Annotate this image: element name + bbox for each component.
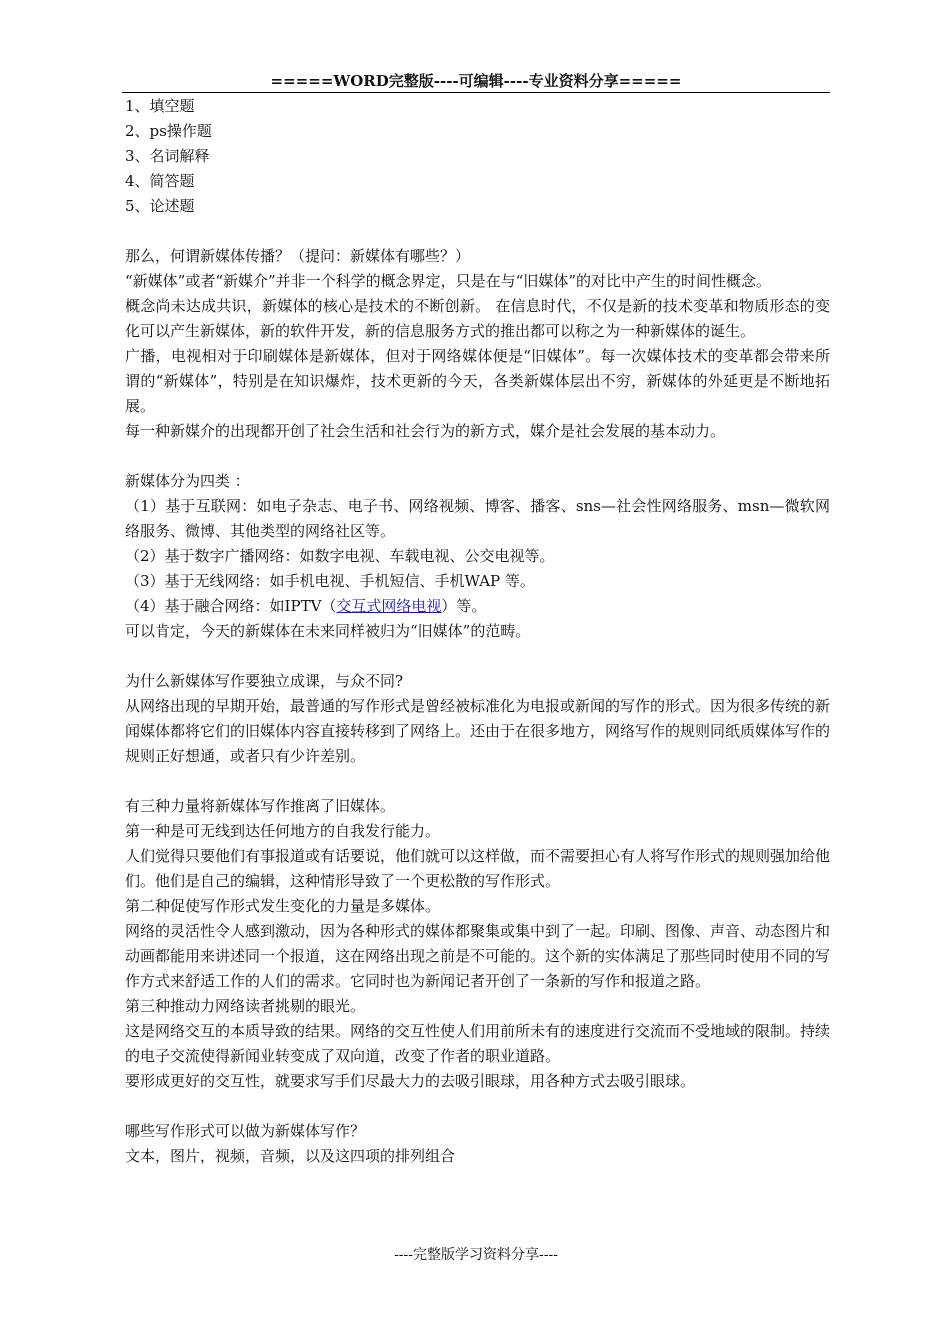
header-rule <box>122 92 830 93</box>
page-footer: ----完整版学习资料分享---- <box>394 1247 558 1263</box>
iptv-link[interactable]: 交互式网络电视 <box>336 597 442 615</box>
category-item-text: （4）基于融合网络：如IPTV（ <box>125 597 337 615</box>
force-body: 这是网络交互的本质导致的结果。网络的交互性使人们用前所未有的速度进行交流而不受地域的限制。持续的电子交流使得新闻业转变成了双向道，改变了作者的职业道路。 <box>125 1022 831 1065</box>
category-item-text: ）等。 <box>441 597 487 615</box>
categories-conclusion: 可以肯定，今天的新媒体在未来同样被归为“旧媒体”的范畴。 <box>125 622 531 640</box>
definition-paragraph: 概念尚未达成共识，新媒体的核心是技术的不断创新。 在信息时代，不仅是新的技术变革和物质形态的变化可以产生新媒体，新的软件开发，新的信息服务方式的推出都可以称之为一种新媒体的诞生。 <box>125 297 830 340</box>
force-extra: 要形成更好的交互性，就要求写手们尽最大力的去吸引眼球，用各种方式去吸引眼球。 <box>125 1072 696 1090</box>
definition-paragraph: 每一种新媒介的出现都开创了社会生活和社会行为的新方式，媒介是社会发展的基本动力。 <box>125 422 726 440</box>
force-body: 人们觉得只要他们有事报道或有话要说，他们就可以这样做，而不需要担心有人将写作形式的规则强加给他们。他们是自己的编辑，这种情形导致了一个更松散的写作形式。 <box>125 847 831 890</box>
blank-line <box>125 1094 830 1119</box>
category-item: （1）基于互联网：如电子杂志、电子书、网络视频、博客、播客、sns—社会性网络服务、msn—微软网络服务、微博、其他类型的网络社区等。 <box>125 497 830 540</box>
force-body: 网络的灵活性令人感到激动，因为各种形式的媒体都聚集或集中到了一起。印刷、图像、声音、动态图片和动画都能用来讲述同一个报道，这在网络出现之前是不可能的。这个新的实体满足了那些同时使用不同的写作方式来舒适工作的人们的需求。它同时也为新闻记者开创了一条新的写作和报道之路。 <box>125 922 831 990</box>
force-title: 第三种推动力网络读者挑剔的眼光。 <box>125 997 366 1015</box>
definition-paragraph: 广播，电视相对于印刷媒体是新媒体，但对于网络媒体便是“旧媒体”。每一次媒体技术的变革都会带来所谓的“新媒体”，特别是在知识爆炸，技术更新的今天，各类新媒体层出不穷，新媒体的外延更是不断地拓展。 <box>125 347 830 415</box>
why-question: 为什么新媒体写作要独立成课，与众不同? <box>125 672 404 690</box>
forces-intro: 有三种力量将新媒体写作推离了旧媒体。 <box>125 797 396 815</box>
document-body <box>125 94 830 1169</box>
why-paragraph: 从网络出现的早期开始，最普通的写作形式是曾经被标准化为电报或新闻的写作的形式。因为很多传统的新闻媒体都将它们的旧媒体内容直接转移到了网络上。还由于在很多地方，网络写作的规则同纸质媒体写作的规则正好想通，或者只有少许差别。 <box>125 697 831 765</box>
forms-answer: 文本，图片，视频，音频，以及这四项的排列组合 <box>125 1147 456 1165</box>
blank-line <box>125 644 830 669</box>
definition-question: 那么，何谓新媒体传播？（提问：新媒体有哪些？） <box>125 247 471 265</box>
category-item: （2）基于数字广播网络：如数字电视、车载电视、公交电视等。 <box>125 547 555 565</box>
category-item: （3）基于无线网络：如手机电视、手机短信、手机WAP 等。 <box>125 572 535 590</box>
blank-line <box>125 219 830 244</box>
exam-type-item: 1、填空题 <box>125 97 195 115</box>
exam-type-item: 2、ps操作题 <box>125 122 212 140</box>
blank-line <box>125 769 830 794</box>
force-title: 第二种促使写作形式发生变化的力量是多媒体。 <box>125 897 441 915</box>
forms-question: 哪些写作形式可以做为新媒体写作？ <box>125 1122 366 1140</box>
category-item <box>125 594 830 619</box>
blank-line <box>125 444 830 469</box>
force-title: 第一种是可无线到达任何地方的自我发行能力。 <box>125 822 441 840</box>
categories-heading: 新媒体分为四类 ： <box>125 472 250 490</box>
exam-type-item: 4、简答题 <box>125 172 195 190</box>
exam-type-item: 3、名词解释 <box>125 147 210 165</box>
exam-type-item: 5、论述题 <box>125 197 195 215</box>
page-header: =====WORD完整版----可编辑----专业资料分享===== <box>270 72 682 90</box>
definition-paragraph: “新媒体”或者“新媒介”并非一个科学的概念界定，只是在与“旧媒体”的对比中产生的时间性概念。 <box>125 272 772 290</box>
